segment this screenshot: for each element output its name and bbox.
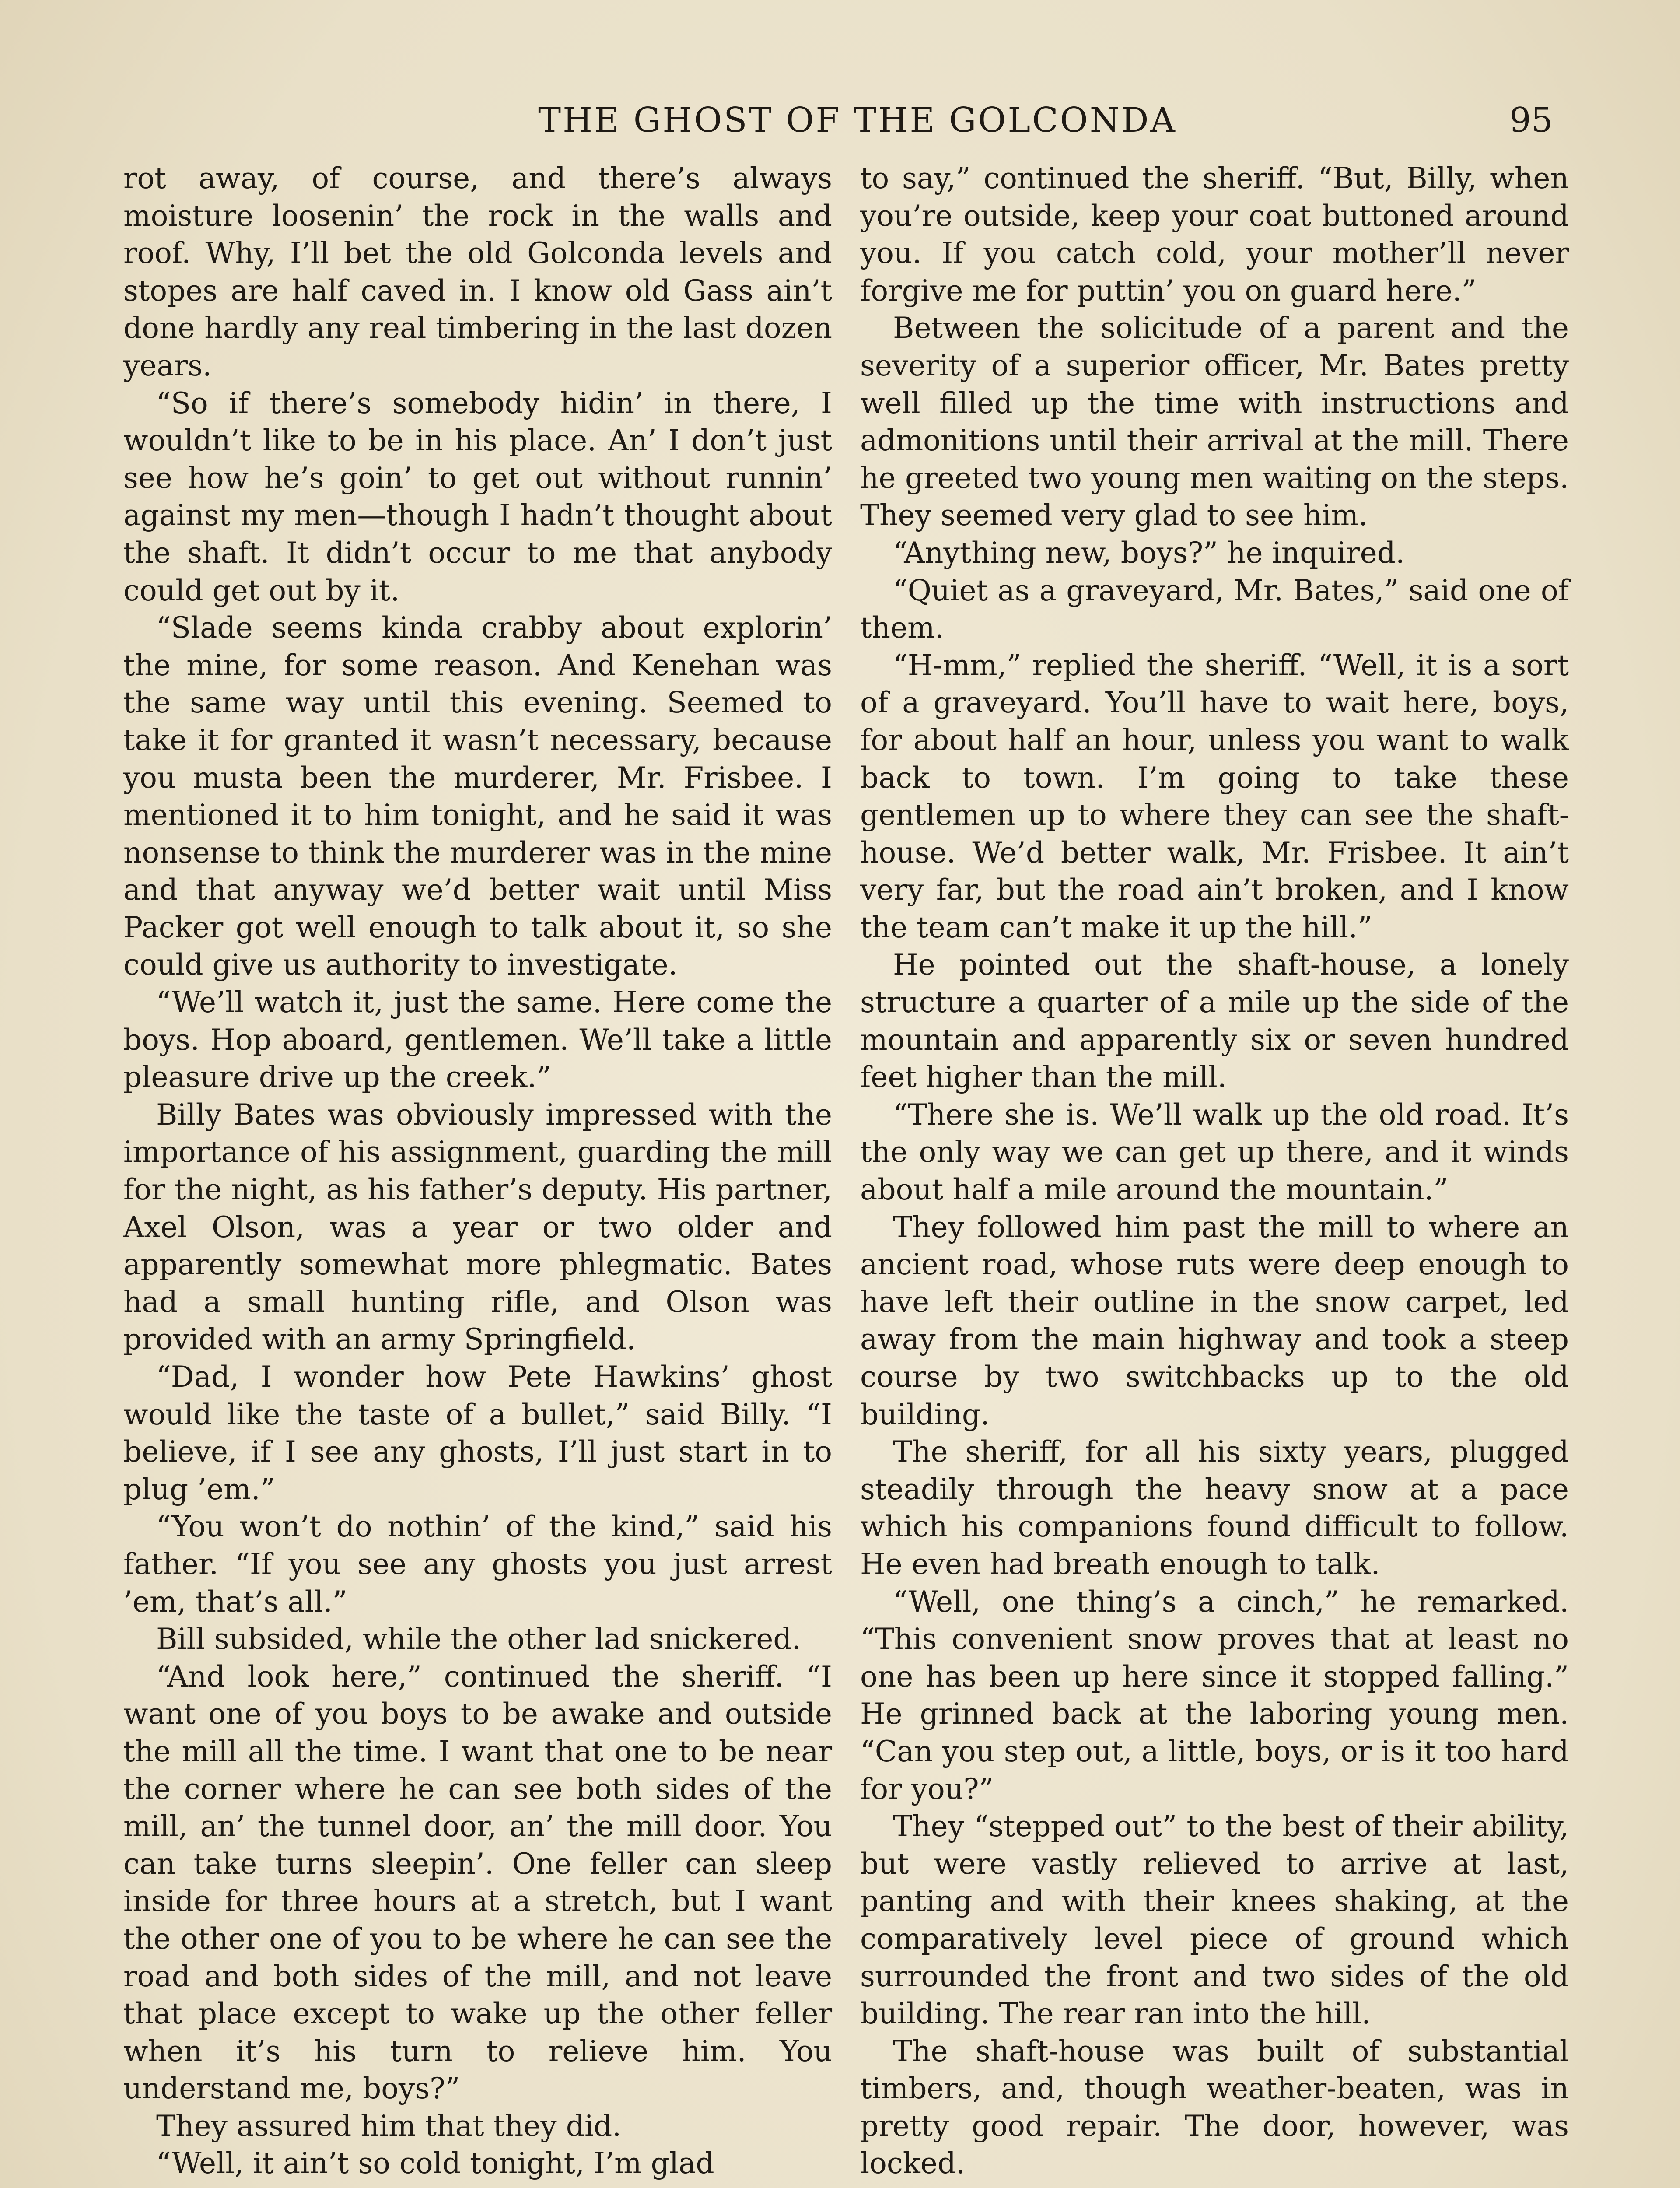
page-number: 95 bbox=[1509, 101, 1553, 140]
paragraph: “Well, one thing’s a cinch,” he remarked. “This convenient snow proves that at least no one has been up here since it stopped falling.” He grinned back at the laboring young men. “Can you step out, a little, boys, or is it too hard for you?” bbox=[860, 1585, 1569, 1806]
paragraph: “Anything new, boys?” he inquired. bbox=[893, 536, 1405, 570]
paragraph: “Dad, I wonder how Pete Hawkins’ ghost would like the taste of a bullet,” said Billy. “I believe, if I see any ghosts, I’ll just start in to plug ’em.” bbox=[123, 1360, 832, 1506]
paragraph: The sheriff, for all his sixty years, plugged steadily through the heavy snow at a pace which his companions found difficult to follow. He even had breath enough to talk. bbox=[860, 1435, 1569, 1581]
paragraph: “There she is. We’ll walk up the old road. It’s the only way we can get up there, and it winds about half a mile around the mountain.” bbox=[860, 1098, 1569, 1207]
paragraph: “You won’t do nothin’ of the kind,” said his father. “If you see any ghosts you just arrest ’em, that’s all.” bbox=[123, 1510, 832, 1619]
paragraph: to say,” continued the sheriff. “But, Billy, when you’re outside, keep your coat buttoned around you. If you catch cold, your mother’ll never forgive me for puttin’ you on guard here.” bbox=[860, 161, 1569, 308]
paragraph: Between the solicitude of a parent and the severity of a superior officer, Mr. Bates pretty well filled up the time with instructions and admonitions until their arrival at the mill. There he greeted two young men waiting on the steps. They seemed very glad to see him. bbox=[860, 311, 1569, 533]
running-head bbox=[0, 96, 1680, 144]
paragraph: “Well, it ain’t so cold tonight, I’m glad bbox=[156, 2146, 714, 2181]
paragraph: “We’ll watch it, just the same. Here come the boys. Hop aboard, gentlemen. We’ll take a little pleasure drive up the creek.” bbox=[123, 985, 832, 1094]
paragraph: He pointed out the shaft-house, a lonely structure a quarter of a mile up the side of the mountain and apparently six or seven hundred feet higher than the mill. bbox=[860, 948, 1569, 1094]
left-column bbox=[123, 160, 832, 2182]
paragraph: The shaft-house was built of substantial timbers, and, though weather-beaten, was in pretty good repair. The door, however, was locked. bbox=[860, 2034, 1569, 2181]
paragraph: Bill subsided, while the other lad snickered. bbox=[156, 1622, 801, 1656]
right-column bbox=[860, 160, 1569, 2182]
paragraph: They followed him past the mill to where an ancient road, whose ruts were deep enough to have left their outline in the snow carpet, led away from the main highway and took a steep course by two switchbacks up to the old building. bbox=[860, 1210, 1569, 1431]
paragraph: They “stepped out” to the best of their ability, but were vastly relieved to arrive at last, panting and with their knees shaking, at the comparatively level piece of ground which surrounded the front and two sides of the old building. The rear ran into the hill. bbox=[860, 1809, 1569, 2031]
paragraph: rot away, of course, and there’s always moisture loosenin’ the rock in the walls and roof. Why, I’ll bet the old Golconda levels and stopes are half caved in. I know old Gass ain’t done hardly any real timbering in the last dozen years. bbox=[123, 161, 832, 382]
paragraph: “Slade seems kinda crabby about explorin’ the mine, for some reason. And Kenehan was the same way until this evening. Seemed to take it for granted it wasn’t necessary, because you musta been the murderer, Mr. Frisbee. I mentioned it to him tonight, and he said it was nonsense to think the murderer was in the mine and that anyway we’d better wait until Miss Packer got well enough to talk about it, so she could give us authority to investigate. bbox=[123, 611, 832, 982]
paragraph: “Quiet as a graveyard, Mr. Bates,” said one of them. bbox=[860, 573, 1569, 645]
paragraph: They assured him that they did. bbox=[156, 2109, 622, 2143]
paragraph: “And look here,” continued the sheriff. “I want one of you boys to be awake and outside the mill all the time. I want that one to be near the corner where he can see both sides of the mill, an’ the tunnel door, an’ the mill door. You can take turns sleepin’. One feller can sleep inside for three hours at a stretch, but I want the other one of you to be where he can see the road and both sides of the mill, and not leave that place except to wake up the other feller when it’s his turn to relieve him. You understand me, boys?” bbox=[123, 1659, 832, 2106]
page-title: THE GHOST OF THE GOLCONDA bbox=[538, 101, 1177, 140]
paragraph: Billy Bates was obviously impressed with the importance of his assignment, guarding the mill for the night, as his father’s deputy. His partner, Axel Olson, was a year or two older and apparently somewhat more phlegmatic. Bates had a small hunting rifle, and Olson was provided with an army Springfield. bbox=[123, 1098, 832, 1357]
paragraph: “H-mm,” replied the sheriff. “Well, it is a sort of a graveyard. You’ll have to wait here, boys, for about half an hour, unless you want to walk back to town. I’m going to take these gentlemen up to where they can see the shaft-house. We’d better walk, Mr. Frisbee. It ain’t very far, but the road ain’t broken, and I know the team can’t make it up the hill.” bbox=[860, 648, 1569, 944]
paragraph: “So if there’s somebody hidin’ in there, I wouldn’t like to be in his place. An’ I don’t just see how he’s goin’ to get out without runnin’ against my men—though I hadn’t thought about the shaft. It didn’t occur to me that anybody could get out by it. bbox=[123, 386, 832, 607]
